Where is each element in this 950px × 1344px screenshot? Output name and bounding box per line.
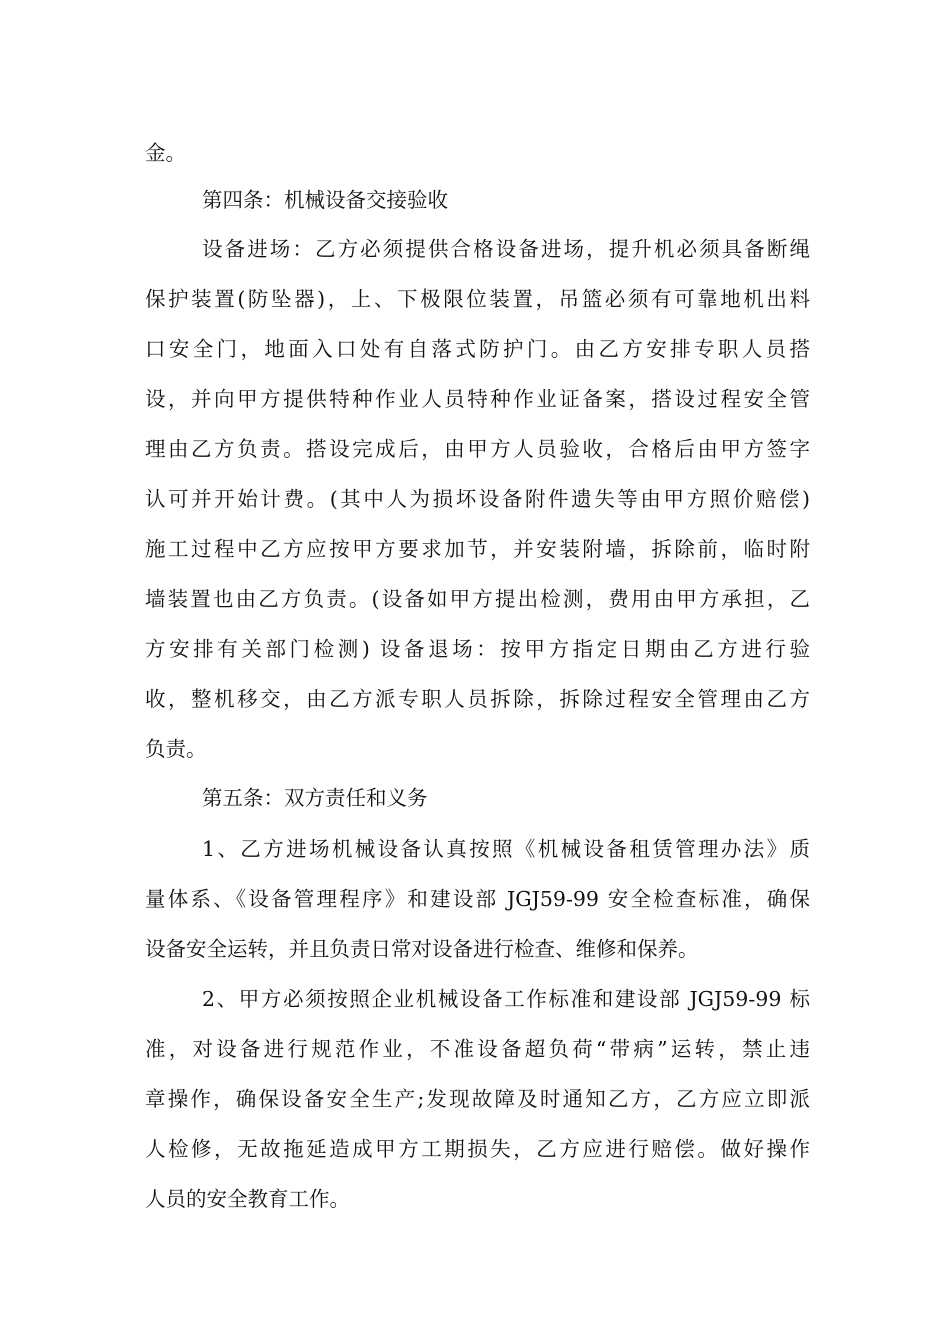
section-heading-article-5: 第五条：双方责任和义务 xyxy=(202,786,428,810)
text-line: 方安排有关部门检测) 设备退场：按甲方指定日期由乙方进行验 xyxy=(145,637,810,661)
text-line: 1、乙方进场机械设备认真按照《机械设备租赁管理办法》质 xyxy=(202,837,810,861)
text-line: 认可并开始计费。(其中人为损坏设备附件遗失等由甲方照价赔偿) xyxy=(145,487,810,511)
text-line: 负责。 xyxy=(145,737,207,761)
text-line: 人检修，无故拖延造成甲方工期损失，乙方应进行赔偿。做好操作 xyxy=(145,1137,810,1161)
text-line: 口安全门，地面入口处有自落式防护门。由乙方安排专职人员搭 xyxy=(145,337,810,361)
text-line: 施工过程中乙方应按甲方要求加节，并安装附墙，拆除前，临时附 xyxy=(145,537,810,561)
text-line: 保护装置(防坠器)，上、下极限位装置，吊篮必须有可靠地机出料 xyxy=(145,287,810,311)
section-heading-article-4: 第四条：机械设备交接验收 xyxy=(202,188,448,212)
text-line: 理由乙方负责。搭设完成后，由甲方人员验收，合格后由甲方签字 xyxy=(145,437,810,461)
text-line: 收，整机移交，由乙方派专职人员拆除，拆除过程安全管理由乙方 xyxy=(145,687,810,711)
text-line: 设备进场：乙方必须提供合格设备进场，提升机必须具备断绳 xyxy=(202,237,810,261)
text-line: 量体系、《设备管理程序》和建设部 JGJ59-99 安全检查标准，确保 xyxy=(145,887,810,911)
text-line: 准，对设备进行规范作业，不准设备超负荷“带病”运转，禁止违 xyxy=(145,1037,810,1061)
text-line: 设，并向甲方提供特种作业人员特种作业证备案，搭设过程安全管 xyxy=(145,387,810,411)
text-line: 人员的安全教育工作。 xyxy=(145,1187,350,1211)
text-line: 章操作，确保设备安全生产;发现故障及时通知乙方，乙方应立即派 xyxy=(145,1087,810,1111)
text-line: 设备安全运转，并且负责日常对设备进行检查、维修和保养。 xyxy=(145,937,699,961)
text-line: 金。 xyxy=(145,141,186,165)
text-line: 2、甲方必须按照企业机械设备工作标准和建设部 JGJ59-99 标 xyxy=(202,987,810,1011)
text-line: 墙装置也由乙方负责。(设备如甲方提出检测，费用由甲方承担，乙 xyxy=(145,587,810,611)
